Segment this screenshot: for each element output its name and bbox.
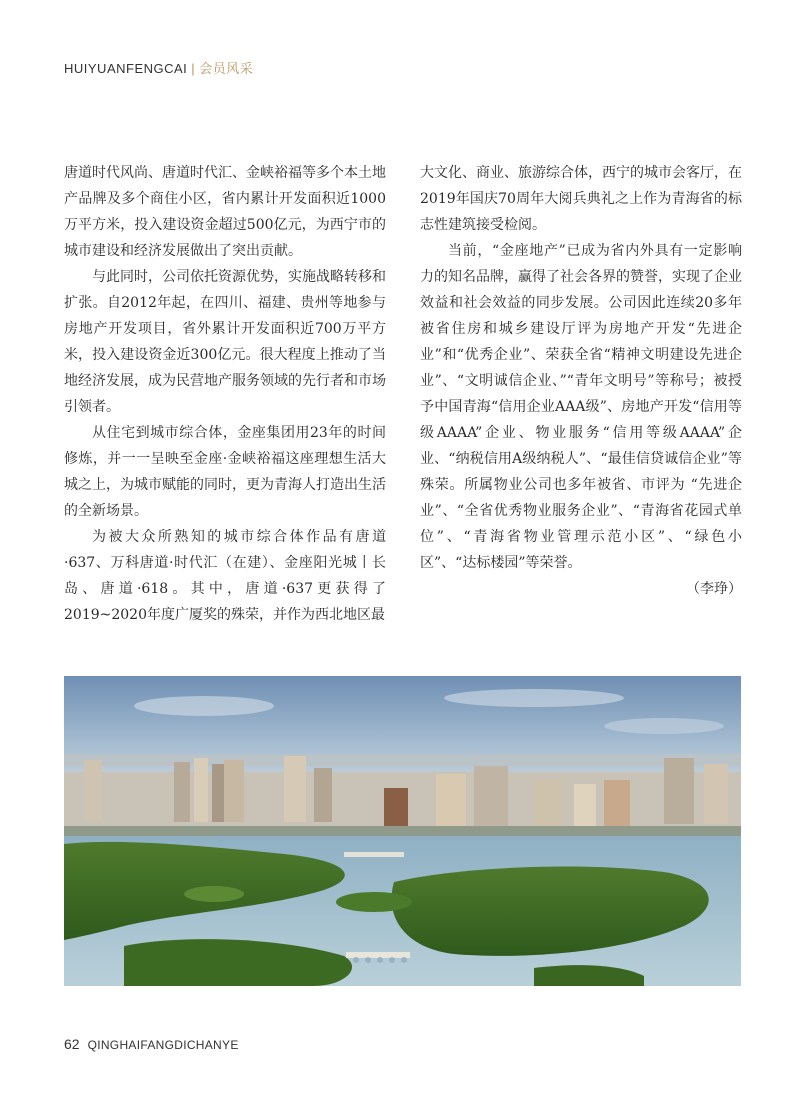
page-header	[64, 58, 253, 77]
magazine-column-name: HUIYUANFENGCAI	[64, 61, 188, 76]
article-column-left	[64, 160, 386, 628]
magazine-name: QINGHAIFANGDICHANYE	[87, 1038, 239, 1052]
author-signature: （李琤）	[686, 581, 742, 597]
article-paragraph: 当前，“金座地产”已成为省内外具有一定影响力的知名品牌，赢得了社会各界的赞誉，实现了企业效益和社会效益的同步发展。公司因此连续20多年被省住房和城乡建设厅评为房地产开发“先进企业”和“优秀企业”、荣获全省“精神文明建设先进企业”、“文明诚信企业、”“青年文明号”等称号；被授予中国青海“信用企业AAA级”、房地产开发“信用等级AAAA”企业、物业服务“信用等级AAAA”企业、“纳税信用A级纳税人”、“最佳信贷诚信企业”等殊荣。所属物业公司也多年被省、市评为 “先进企业”、“全省优秀物业服务企业”、“青海省花园式单位”、“青海省物业管理示范小区”、“绿色小区”、“达标楼园”等荣誉。	[420, 243, 742, 571]
city-landscape-photo	[64, 676, 741, 986]
article-column-right	[420, 160, 742, 602]
article-paragraph: 从住宅到城市综合体，金座集团用23年的时间修炼，并一一呈映至金座·金峡裕福这座理想生活大城之上，为城市赋能的同时，更为青海人打造出生活的全新场景。	[64, 425, 386, 519]
section-title: 会员风采	[199, 62, 254, 77]
article-paragraph: 为被大众所熟知的城市综合体作品有唐道·637、万科唐道·时代汇（在建）、金座阳光城丨长岛、唐道·618。其中，唐道·637更获得了2019~2020年度广厦奖的殊荣，并作为西北地区最	[64, 529, 386, 623]
article-paragraph: 大文化、商业、旅游综合体，西宁的城市会客厅，在2019年国庆70周年大阅兵典礼之上作为青海省的标志性建筑接受检阅。	[420, 165, 742, 233]
article-paragraph: 唐道时代风尚、唐道时代汇、金峡裕福等多个本土地产品牌及多个商住小区，省内累计开发面积近1000万平方米，投入建设资金超过500亿元，为西宁市的城市建设和经济发展做出了突出贡献。	[64, 165, 386, 259]
page-footer	[64, 1036, 239, 1052]
page-number: 62	[64, 1036, 80, 1052]
article-paragraph: 与此同时，公司依托资源优势，实施战略转移和扩张。自2012年起，在四川、福建、贵州等地参与房地产开发项目，省外累计开发面积近700万平方米，投入建设资金近300亿元。很大程度上推动了当地经济发展，成为民营地产服务领域的先行者和市场引领者。	[64, 269, 386, 415]
header-separator: |	[191, 61, 196, 76]
